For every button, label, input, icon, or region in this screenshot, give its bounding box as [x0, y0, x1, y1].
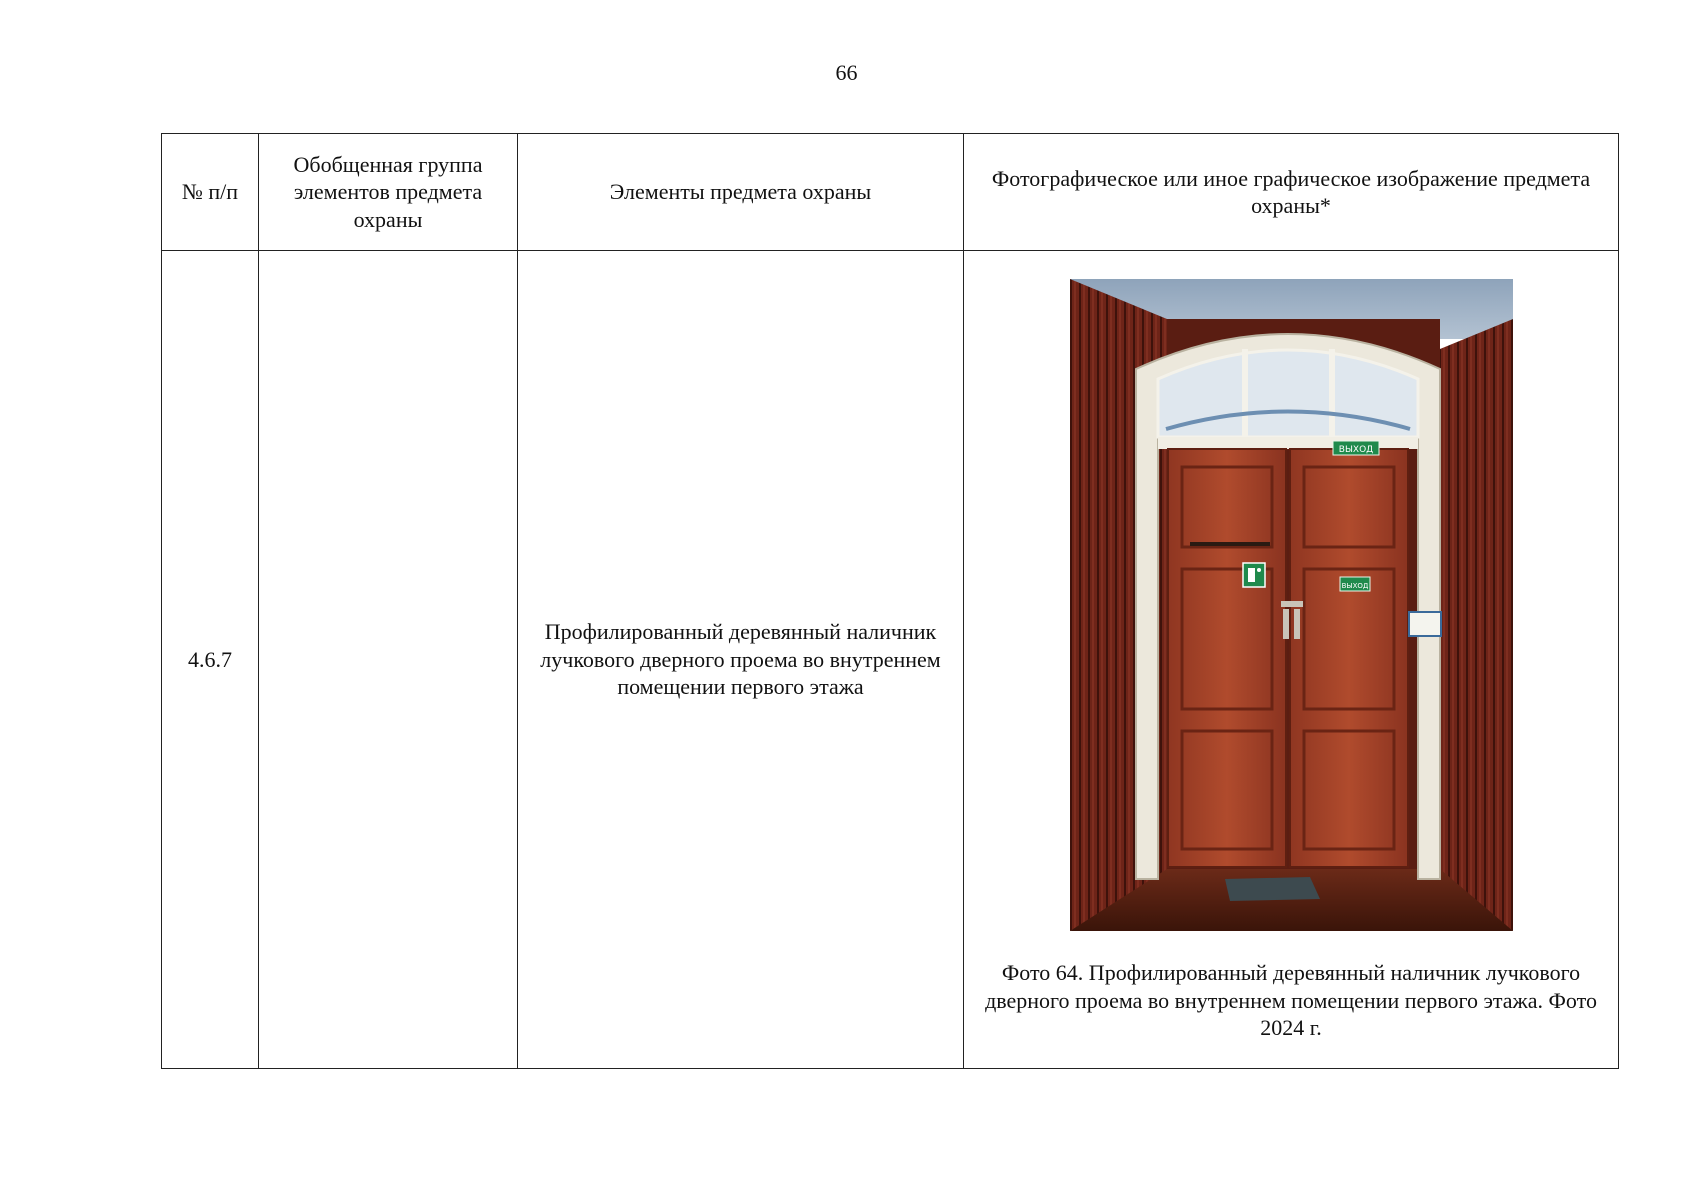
exit-sign-door-text: ВЫХОД — [1341, 582, 1368, 590]
row-photo-cell — [964, 251, 1619, 1069]
header-image: Фотографическое или иное графическое изображение предмета охраны* — [964, 134, 1619, 251]
header-number: № п/п — [162, 134, 259, 251]
photo-caption: Фото 64. Профилированный деревянный наличник лучкового дверного проема во внутреннем помещении первого этажа. Фото 2024 г. — [985, 960, 1597, 1040]
page-number: 66 — [835, 60, 858, 85]
table-header — [162, 134, 1619, 251]
row-element: Профилированный деревянный наличник лучкового дверного проема во внутреннем помещении первого этажа — [518, 251, 964, 1069]
row-group — [259, 251, 518, 1069]
exit-sign-top-text: ВЫХОД — [1338, 445, 1373, 455]
notice-plate — [1409, 612, 1441, 636]
exit-sign-door — [1340, 577, 1370, 591]
protection-table — [161, 133, 1619, 1069]
header-group: Обобщенная группа элементов предмета охраны — [259, 134, 518, 251]
door-photo — [1070, 279, 1513, 931]
table-row — [162, 251, 1619, 1069]
header-elements: Элементы предмета охраны — [518, 134, 964, 251]
table-body — [162, 251, 1619, 1069]
header-row — [162, 134, 1619, 251]
row-number: 4.6.7 — [162, 251, 259, 1069]
exit-sign-top — [1333, 441, 1379, 455]
exit-pictogram — [1243, 563, 1265, 587]
